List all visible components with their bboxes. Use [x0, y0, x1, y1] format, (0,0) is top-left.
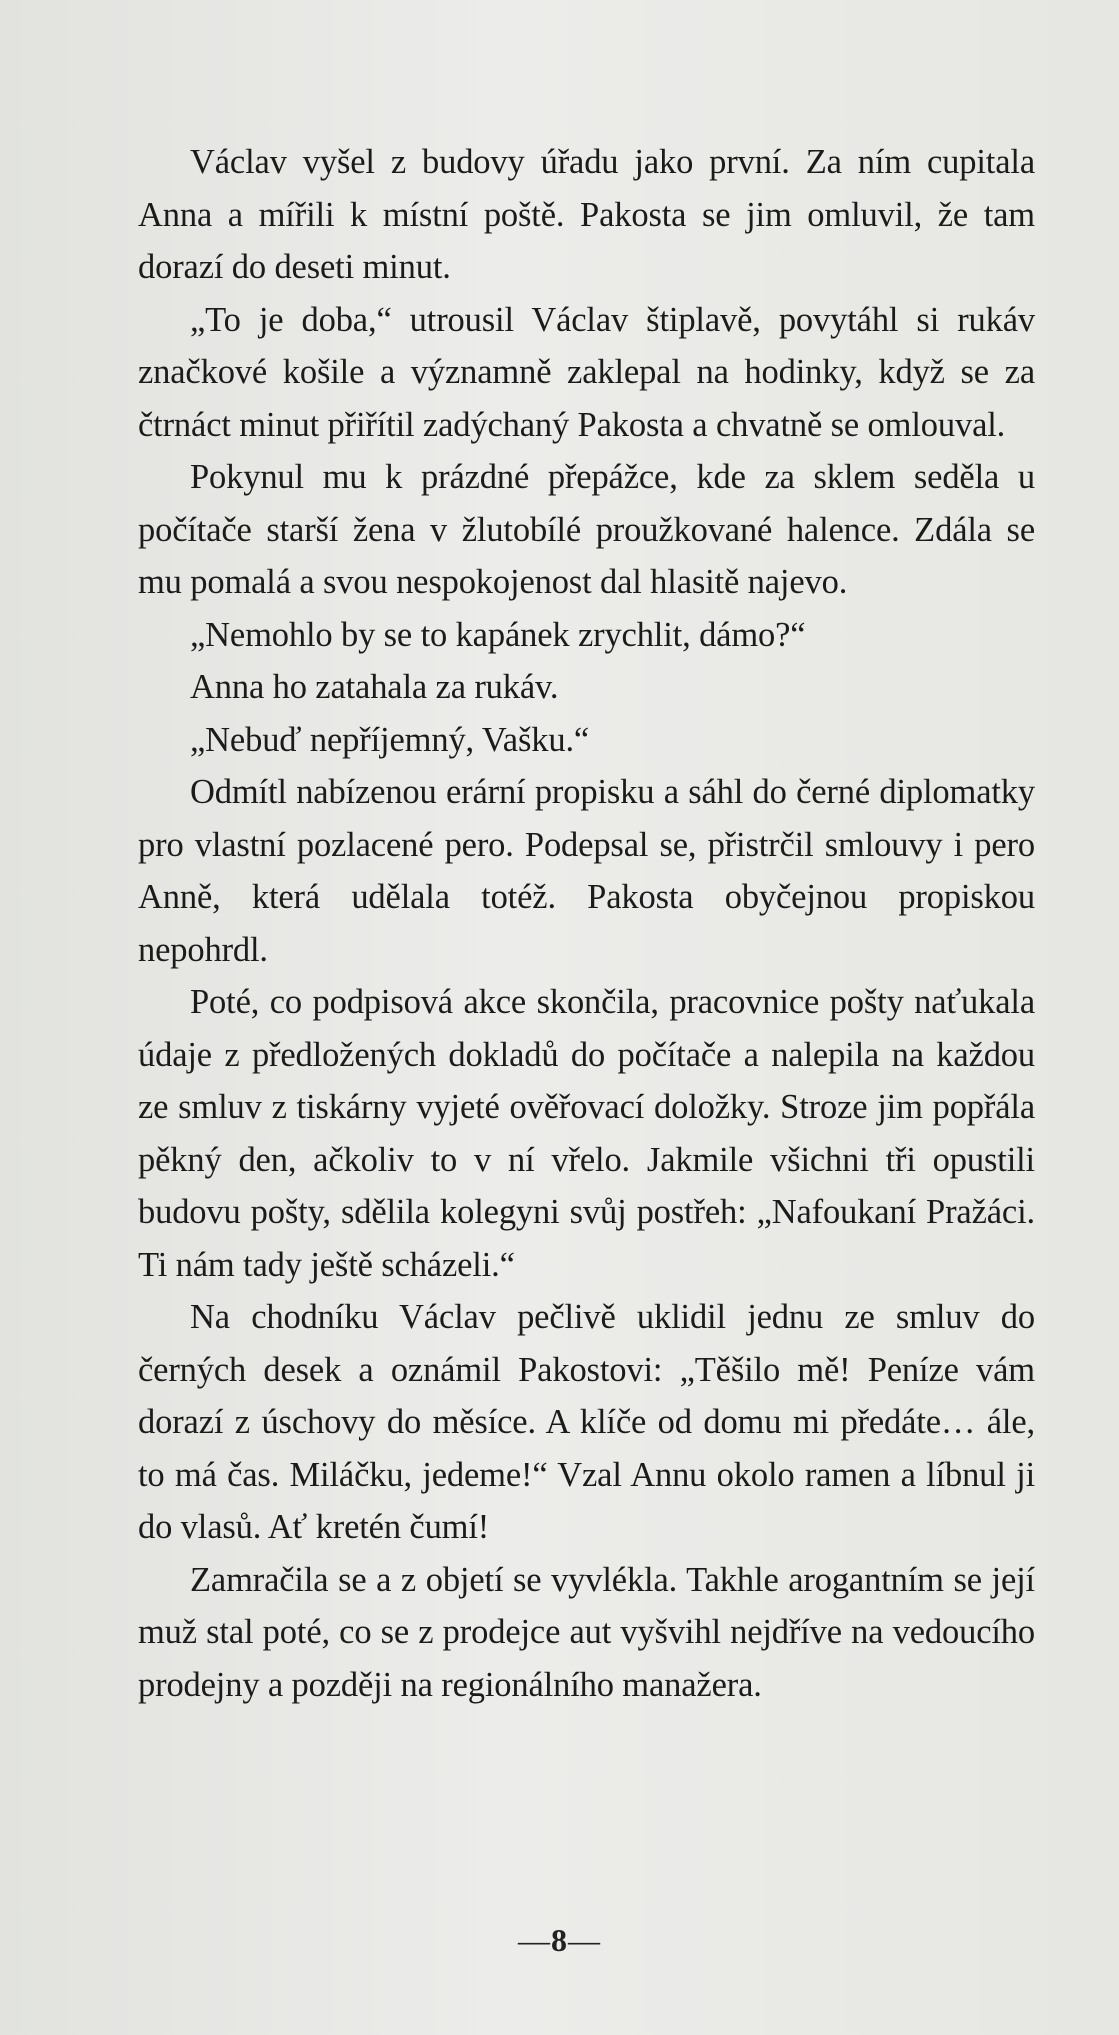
paragraph: „Nebuď nepříjemný, Vašku.“ [190, 720, 590, 759]
page-number-dash-right: — [568, 1922, 601, 1958]
paragraph: Pokynul mu k prázdné přepážce, kde za sklem seděla u počítače starší žena v žlutobílé proužkované halence. Zdála se mu pomalá a svou nespokojenost dal hlasitě najevo. [138, 458, 1035, 601]
paragraph: Zamračila se a z objetí se vyvlékla. Takhle arogantním se její muž stal poté, co se z prodejce aut vyšvihl nejdříve na vedoucího prodejny a později na regionálního manažera. [138, 1560, 1035, 1704]
paragraph: „Nemohlo by se to kapánek zrychlit, dámo?“ [190, 615, 806, 654]
paragraph: Anna ho zatahala za rukáv. [190, 668, 559, 706]
paragraph: Na chodníku Václav pečlivě uklidil jednu ze smluv do černých desek a oznámil Pakostovi: „Těšilo mě! Peníze vám dorazí z úschovy do měsíce. A klíče od domu mi předáte… ále, to má čas. Miláčku, jedeme!“ Vzal Annu okolo ramen a líbnul ji do vlasů. Ať kretén čumí! [138, 1298, 1035, 1546]
page-number [0, 1922, 1119, 1959]
paragraph: Odmítl nabízenou erární propisku a sáhl do černé diplomatky pro vlastní pozlacené pero. Podepsal se, přistrčil smlouvy i pero Anně, která udělala totéž. Pakosta obyčejnou propiskou nepohrdl. [138, 773, 1035, 969]
body-text [138, 136, 1035, 1711]
page-number-dash-left: — [518, 1922, 551, 1958]
paragraph: Václav vyšel z budovy úřadu jako první. Za ním cupitala Anna a mířili k místní poště. Pakosta se jim omluvil, že tam dorazí do deseti minut. [138, 143, 1035, 286]
page-number-value: 8 [551, 1922, 568, 1958]
paragraph: Poté, co podpisová akce skončila, pracovnice pošty naťukala údaje z předložených dokladů do počítače a nalepila na každou ze smluv z tiskárny vyjeté ověřovací doložky. Stroze jim popřála pěkný den, ačkoliv to v ní vřelo. Jakmile všichni tři opustili budovu pošty, sdělila kolegyni svůj postřeh: „Nafoukaní Pražáci. Ti nám tady ještě scházeli.“ [138, 983, 1035, 1284]
paragraph: „To je doba,“ utrousil Václav štiplavě, povytáhl si rukáv značkové košile a významně zaklepal na hodinky, když se za čtrnáct minut přiřítil zadýchaný Pakosta a chvatně se omlouval. [138, 300, 1035, 444]
